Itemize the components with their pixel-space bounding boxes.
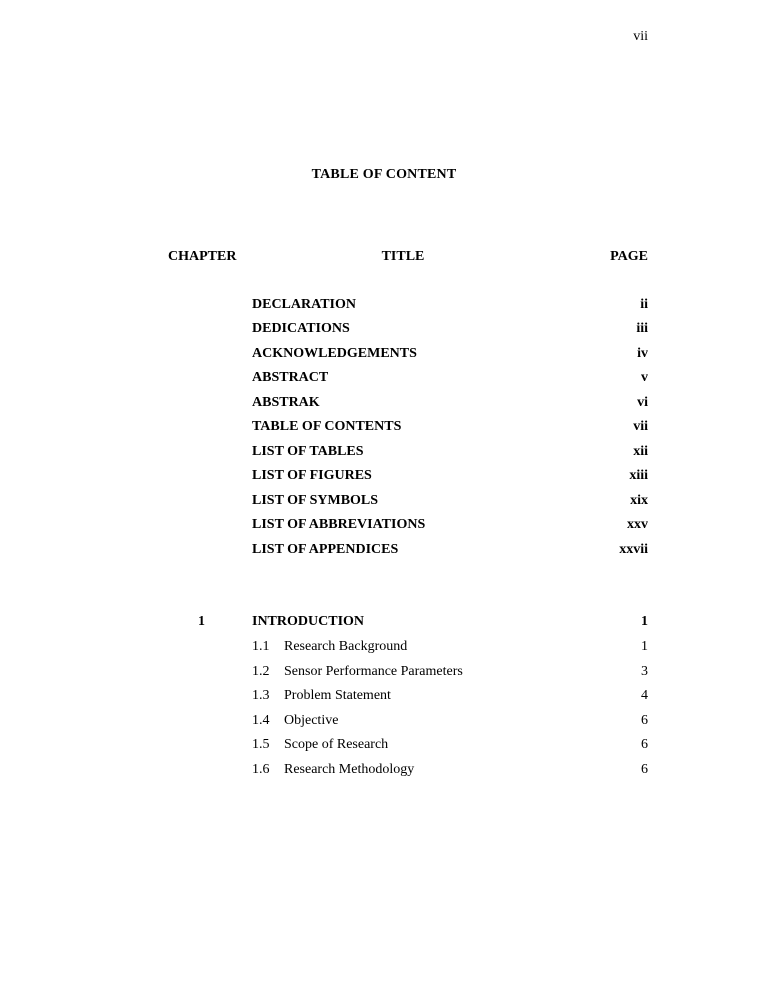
toc-entry-title: LIST OF FIGURES — [252, 468, 372, 483]
section-page: 3 — [641, 664, 648, 679]
toc-section-1-1[interactable] — [252, 639, 648, 657]
toc-entry-title: DECLARATION — [252, 297, 356, 312]
section-page: 4 — [641, 688, 648, 703]
column-header-page: PAGE — [610, 249, 648, 264]
toc-section-1-3[interactable] — [252, 688, 648, 706]
toc-entry-title: LIST OF APPENDICES — [252, 542, 399, 557]
toc-entry-title: LIST OF TABLES — [252, 444, 364, 459]
toc-entry-page: xiii — [629, 468, 648, 483]
toc-entry-title: INTRODUCTION — [252, 614, 365, 629]
toc-entry-declaration[interactable] — [252, 297, 648, 315]
section-number: 1.3 — [252, 688, 270, 703]
toc-entry-page: vii — [633, 419, 648, 434]
toc-entry-page: iv — [637, 346, 648, 361]
toc-section-1-4[interactable] — [252, 713, 648, 731]
section-page: 6 — [641, 762, 648, 777]
toc-entry-list-of-appendices[interactable] — [252, 542, 648, 560]
toc-entry-acknowledgements[interactable] — [252, 346, 648, 364]
toc-entry-abstrak[interactable] — [252, 395, 648, 413]
toc-entry-page: 1 — [641, 614, 648, 629]
toc-entry-title: ACKNOWLEDGEMENTS — [252, 346, 417, 361]
toc-entry-title: LIST OF ABBREVIATIONS — [252, 517, 426, 532]
section-number: 1.2 — [252, 664, 270, 679]
toc-entry-list-of-abbreviations[interactable] — [252, 517, 648, 535]
toc-entry-page: xxvii — [619, 542, 648, 557]
toc-entry-page: xii — [633, 444, 648, 459]
section-title: Research Methodology — [284, 762, 415, 777]
section-page: 6 — [641, 713, 648, 728]
section-number: 1.1 — [252, 639, 270, 654]
toc-entry-page: vi — [637, 395, 648, 410]
toc-entry-page: xix — [630, 493, 648, 508]
section-page: 6 — [641, 737, 648, 752]
toc-entry-page: v — [641, 370, 648, 385]
toc-entry-table-of-contents[interactable] — [252, 419, 648, 437]
toc-entry-title: LIST OF SYMBOLS — [252, 493, 379, 508]
section-page: 1 — [641, 639, 648, 654]
toc-entry-list-of-figures[interactable] — [252, 468, 648, 486]
toc-section-1-2[interactable] — [252, 664, 648, 682]
section-title: Objective — [284, 713, 339, 728]
toc-section-1-5[interactable] — [252, 737, 648, 755]
toc-entry-dedications[interactable] — [252, 321, 648, 339]
toc-entry-title: TABLE OF CONTENTS — [252, 419, 402, 434]
toc-entry-page: ii — [640, 297, 648, 312]
chapter-number: 1 — [198, 614, 205, 629]
toc-entry-page: xxv — [627, 517, 648, 532]
section-title: Scope of Research — [284, 737, 389, 752]
toc-entry-title: ABSTRAK — [252, 395, 320, 410]
section-title: Problem Statement — [284, 688, 391, 703]
toc-entry-list-of-tables[interactable] — [252, 444, 648, 462]
toc-entry-list-of-symbols[interactable] — [252, 493, 648, 511]
toc-entry-title: ABSTRACT — [252, 370, 329, 385]
section-number: 1.6 — [252, 762, 270, 777]
page-title: TABLE OF CONTENT — [311, 167, 457, 182]
toc-entry-introduction[interactable] — [252, 614, 648, 632]
toc-entry-page: iii — [636, 321, 648, 336]
section-number: 1.4 — [252, 713, 270, 728]
column-header-title: TITLE — [381, 249, 425, 264]
section-number: 1.5 — [252, 737, 270, 752]
section-title: Research Background — [284, 639, 408, 654]
toc-entry-abstract[interactable] — [252, 370, 648, 388]
toc-section-1-6[interactable] — [252, 762, 648, 780]
section-title: Sensor Performance Parameters — [284, 664, 463, 679]
page-number: vii — [633, 29, 648, 44]
column-header-chapter: CHAPTER — [168, 249, 237, 264]
toc-entry-title: DEDICATIONS — [252, 321, 350, 336]
